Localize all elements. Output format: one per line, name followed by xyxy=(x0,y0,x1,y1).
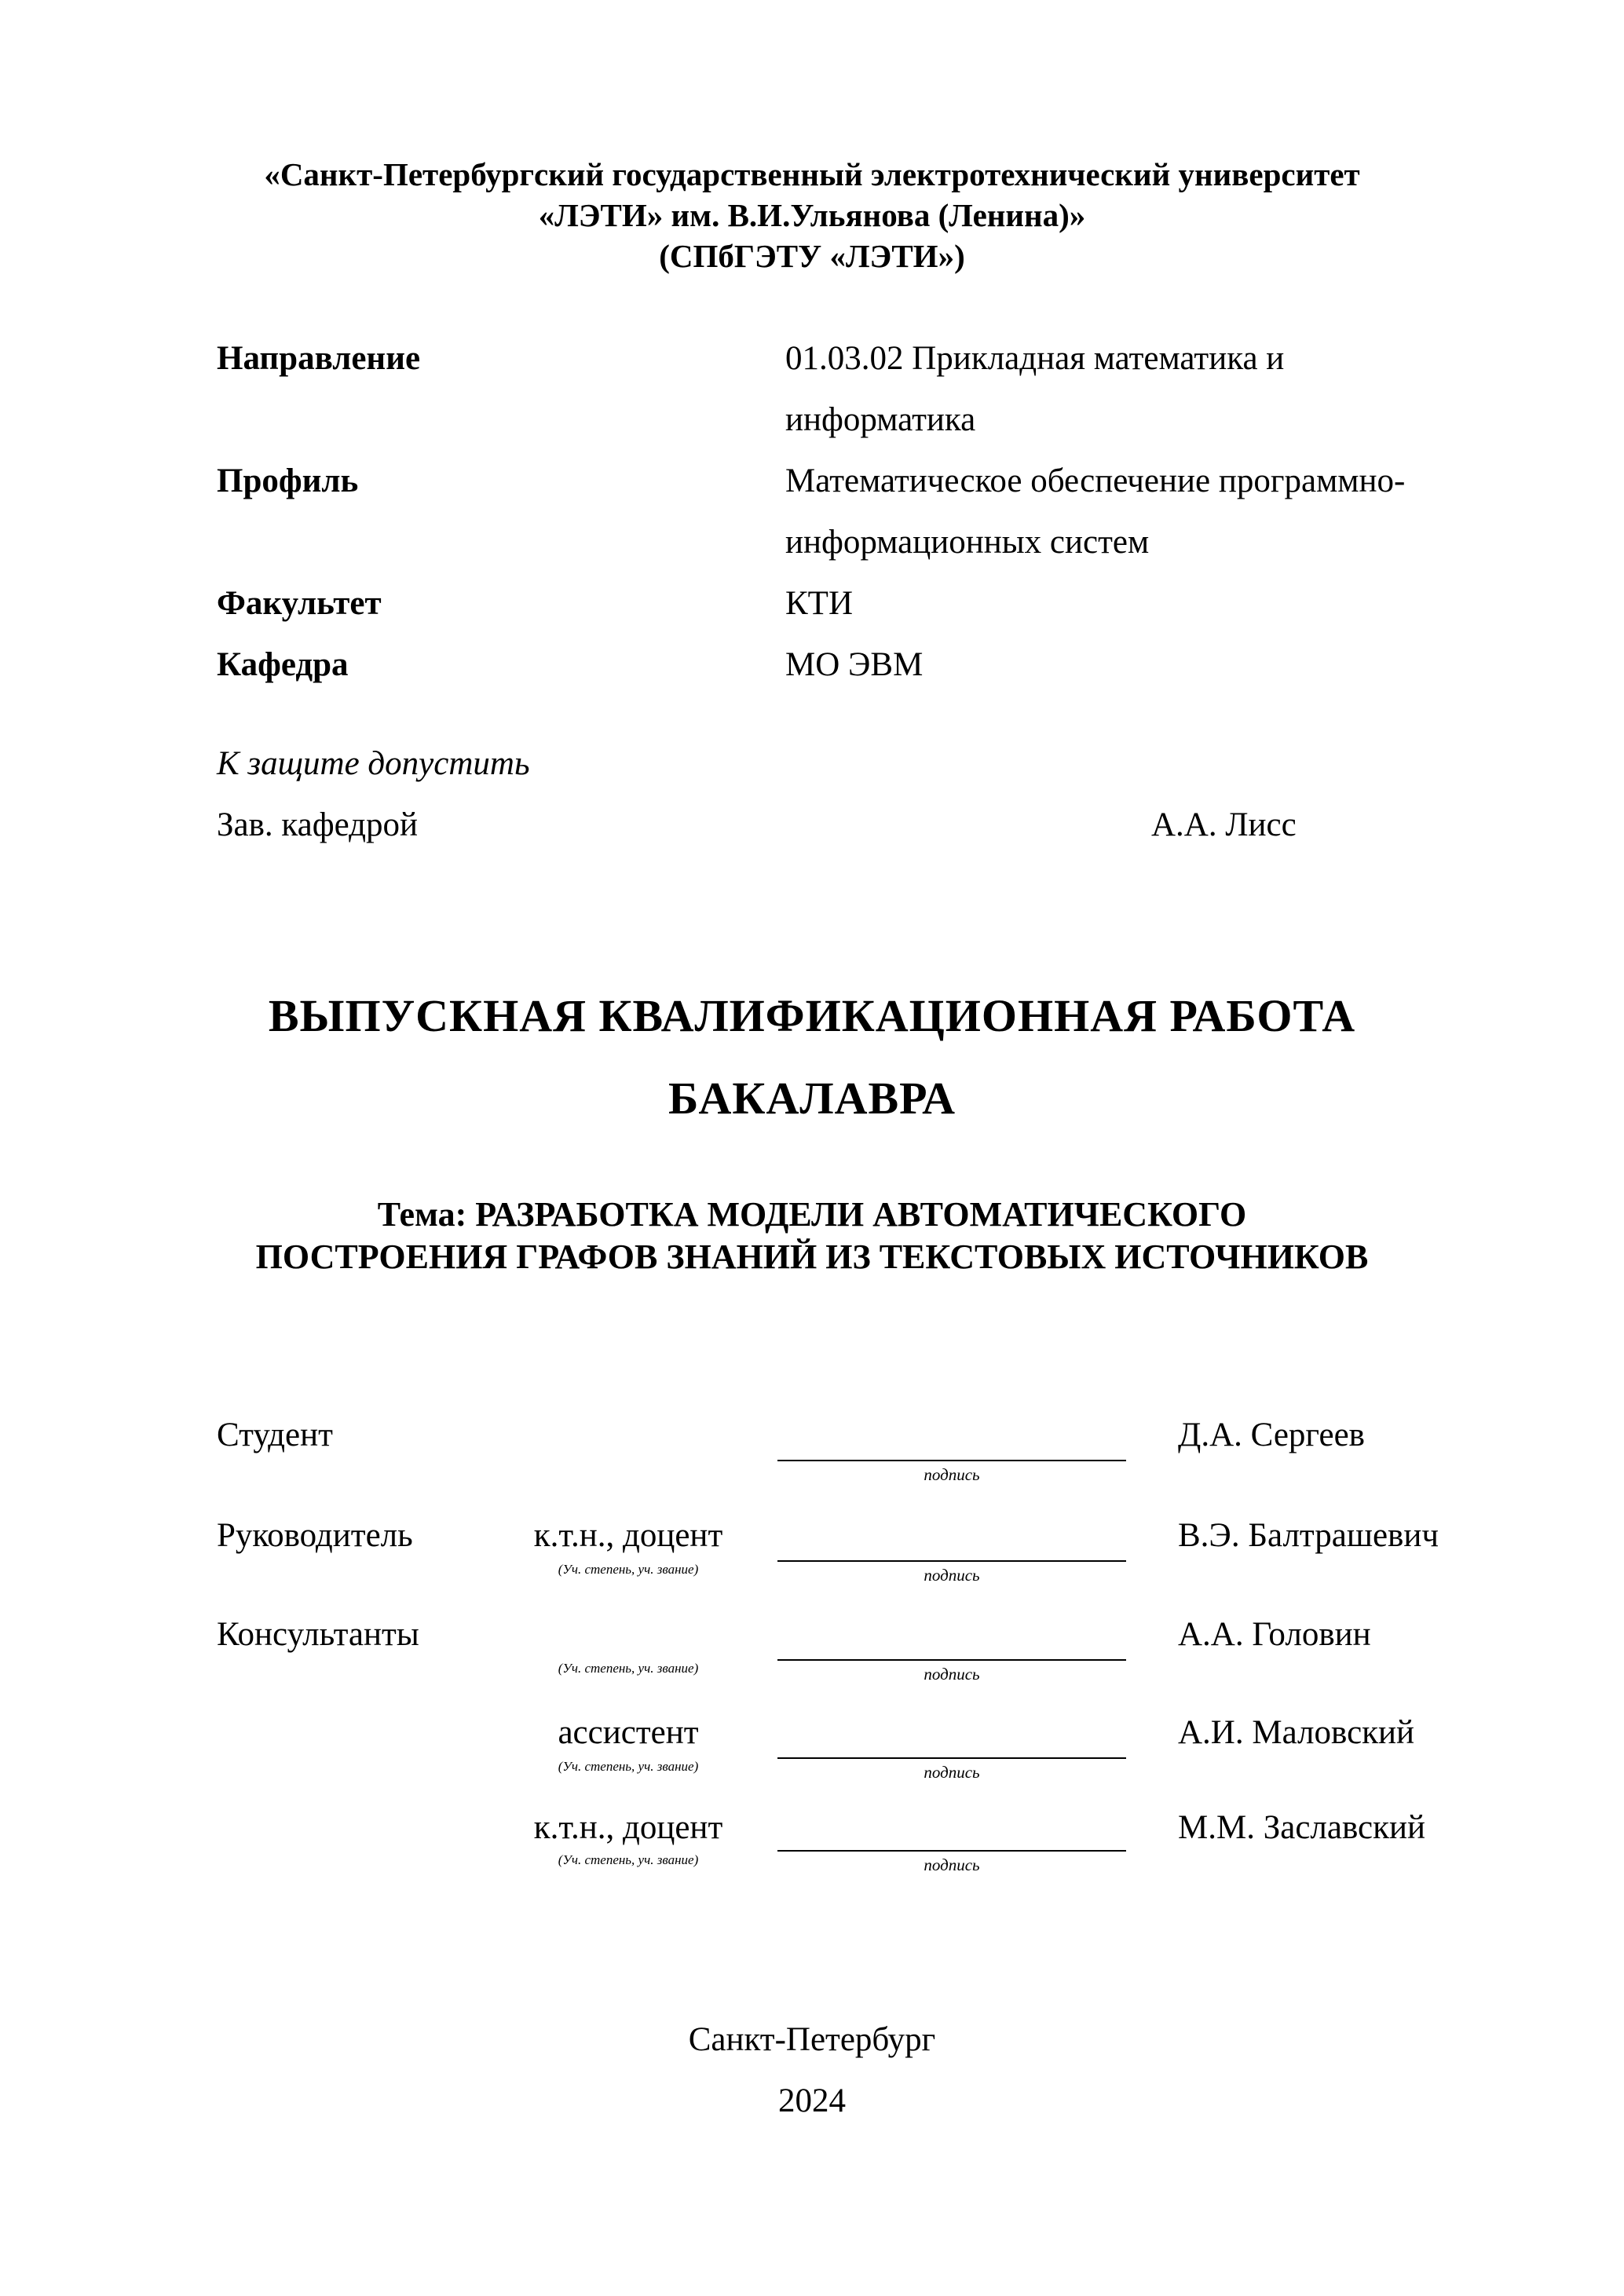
direction-label: Направление xyxy=(217,340,421,377)
department-label: Кафедра xyxy=(217,646,349,683)
rank-caption: (Уч. степень, уч. звание) xyxy=(558,1759,699,1774)
signature-line xyxy=(777,1659,1126,1661)
role-supervisor: Руководитель xyxy=(217,1517,413,1554)
role-consultants: Консультанты xyxy=(217,1616,419,1653)
consultant-name-3: М.М. Заславский xyxy=(1178,1809,1426,1846)
signature-caption: подпись xyxy=(924,1465,980,1484)
signature-line xyxy=(777,1460,1126,1461)
head-of-department-name: А.А. Лисс xyxy=(1151,806,1297,843)
signature-line xyxy=(777,1757,1126,1759)
profile-label: Профиль xyxy=(217,462,359,499)
rank-caption: (Уч. степень, уч. звание) xyxy=(558,1661,699,1676)
work-title-line2: БАКАЛАВРА xyxy=(668,1073,956,1124)
supervisor-rank: к.т.н., доцент xyxy=(533,1517,723,1554)
direction-value-line2: информатика xyxy=(785,401,976,438)
role-student: Студент xyxy=(217,1417,333,1453)
profile-value-line1: Математическое обеспечение программно- xyxy=(785,462,1406,499)
department-value: МО ЭВМ xyxy=(785,646,924,683)
direction-value-line1: 01.03.02 Прикладная математика и xyxy=(785,340,1285,377)
consultant-rank-3: к.т.н., доцент xyxy=(533,1809,723,1846)
topic-line1: Тема: РАЗРАБОТКА МОДЕЛИ АВТОМАТИЧЕСКОГО xyxy=(377,1195,1247,1234)
signature-line xyxy=(777,1850,1126,1852)
head-of-department-label: Зав. кафедрой xyxy=(217,806,419,843)
work-title-line1: ВЫПУСКНАЯ КВАЛИФИКАЦИОННАЯ РАБОТА xyxy=(268,990,1356,1041)
signature-caption: подпись xyxy=(924,1763,980,1782)
consultant-rank-2: ассистент xyxy=(558,1714,699,1751)
university-name-line2: «ЛЭТИ» им. В.И.Ульянова (Ленина)» xyxy=(538,197,1086,233)
signature-caption: подпись xyxy=(924,1665,980,1684)
signature-caption: подпись xyxy=(924,1855,980,1874)
admission-note: К защите допустить xyxy=(217,745,530,782)
faculty-value: КТИ xyxy=(785,585,853,622)
consultant-name-2: А.И. Маловский xyxy=(1178,1714,1415,1751)
rank-caption: (Уч. степень, уч. звание) xyxy=(558,1562,699,1577)
topic-line2: ПОСТРОЕНИЯ ГРАФОВ ЗНАНИЙ ИЗ ТЕКСТОВЫХ ИСТОЧНИКОВ xyxy=(255,1238,1369,1276)
consultant-name-1: А.А. Головин xyxy=(1178,1616,1371,1653)
university-name-line1: «Санкт-Петербургский государственный электротехнический университет xyxy=(264,156,1360,192)
supervisor-name: В.Э. Балтрашевич xyxy=(1178,1517,1439,1554)
year: 2024 xyxy=(778,2082,846,2119)
signature-caption: подпись xyxy=(924,1566,980,1585)
student-name: Д.А. Сергеев xyxy=(1178,1417,1365,1453)
university-abbreviation: (СПбГЭТУ «ЛЭТИ») xyxy=(659,238,965,274)
profile-value-line2: информационных систем xyxy=(785,524,1150,561)
rank-caption: (Уч. степень, уч. звание) xyxy=(558,1852,699,1867)
faculty-label: Факультет xyxy=(217,585,382,622)
signature-line xyxy=(777,1560,1126,1562)
city: Санкт-Петербург xyxy=(688,2021,936,2058)
